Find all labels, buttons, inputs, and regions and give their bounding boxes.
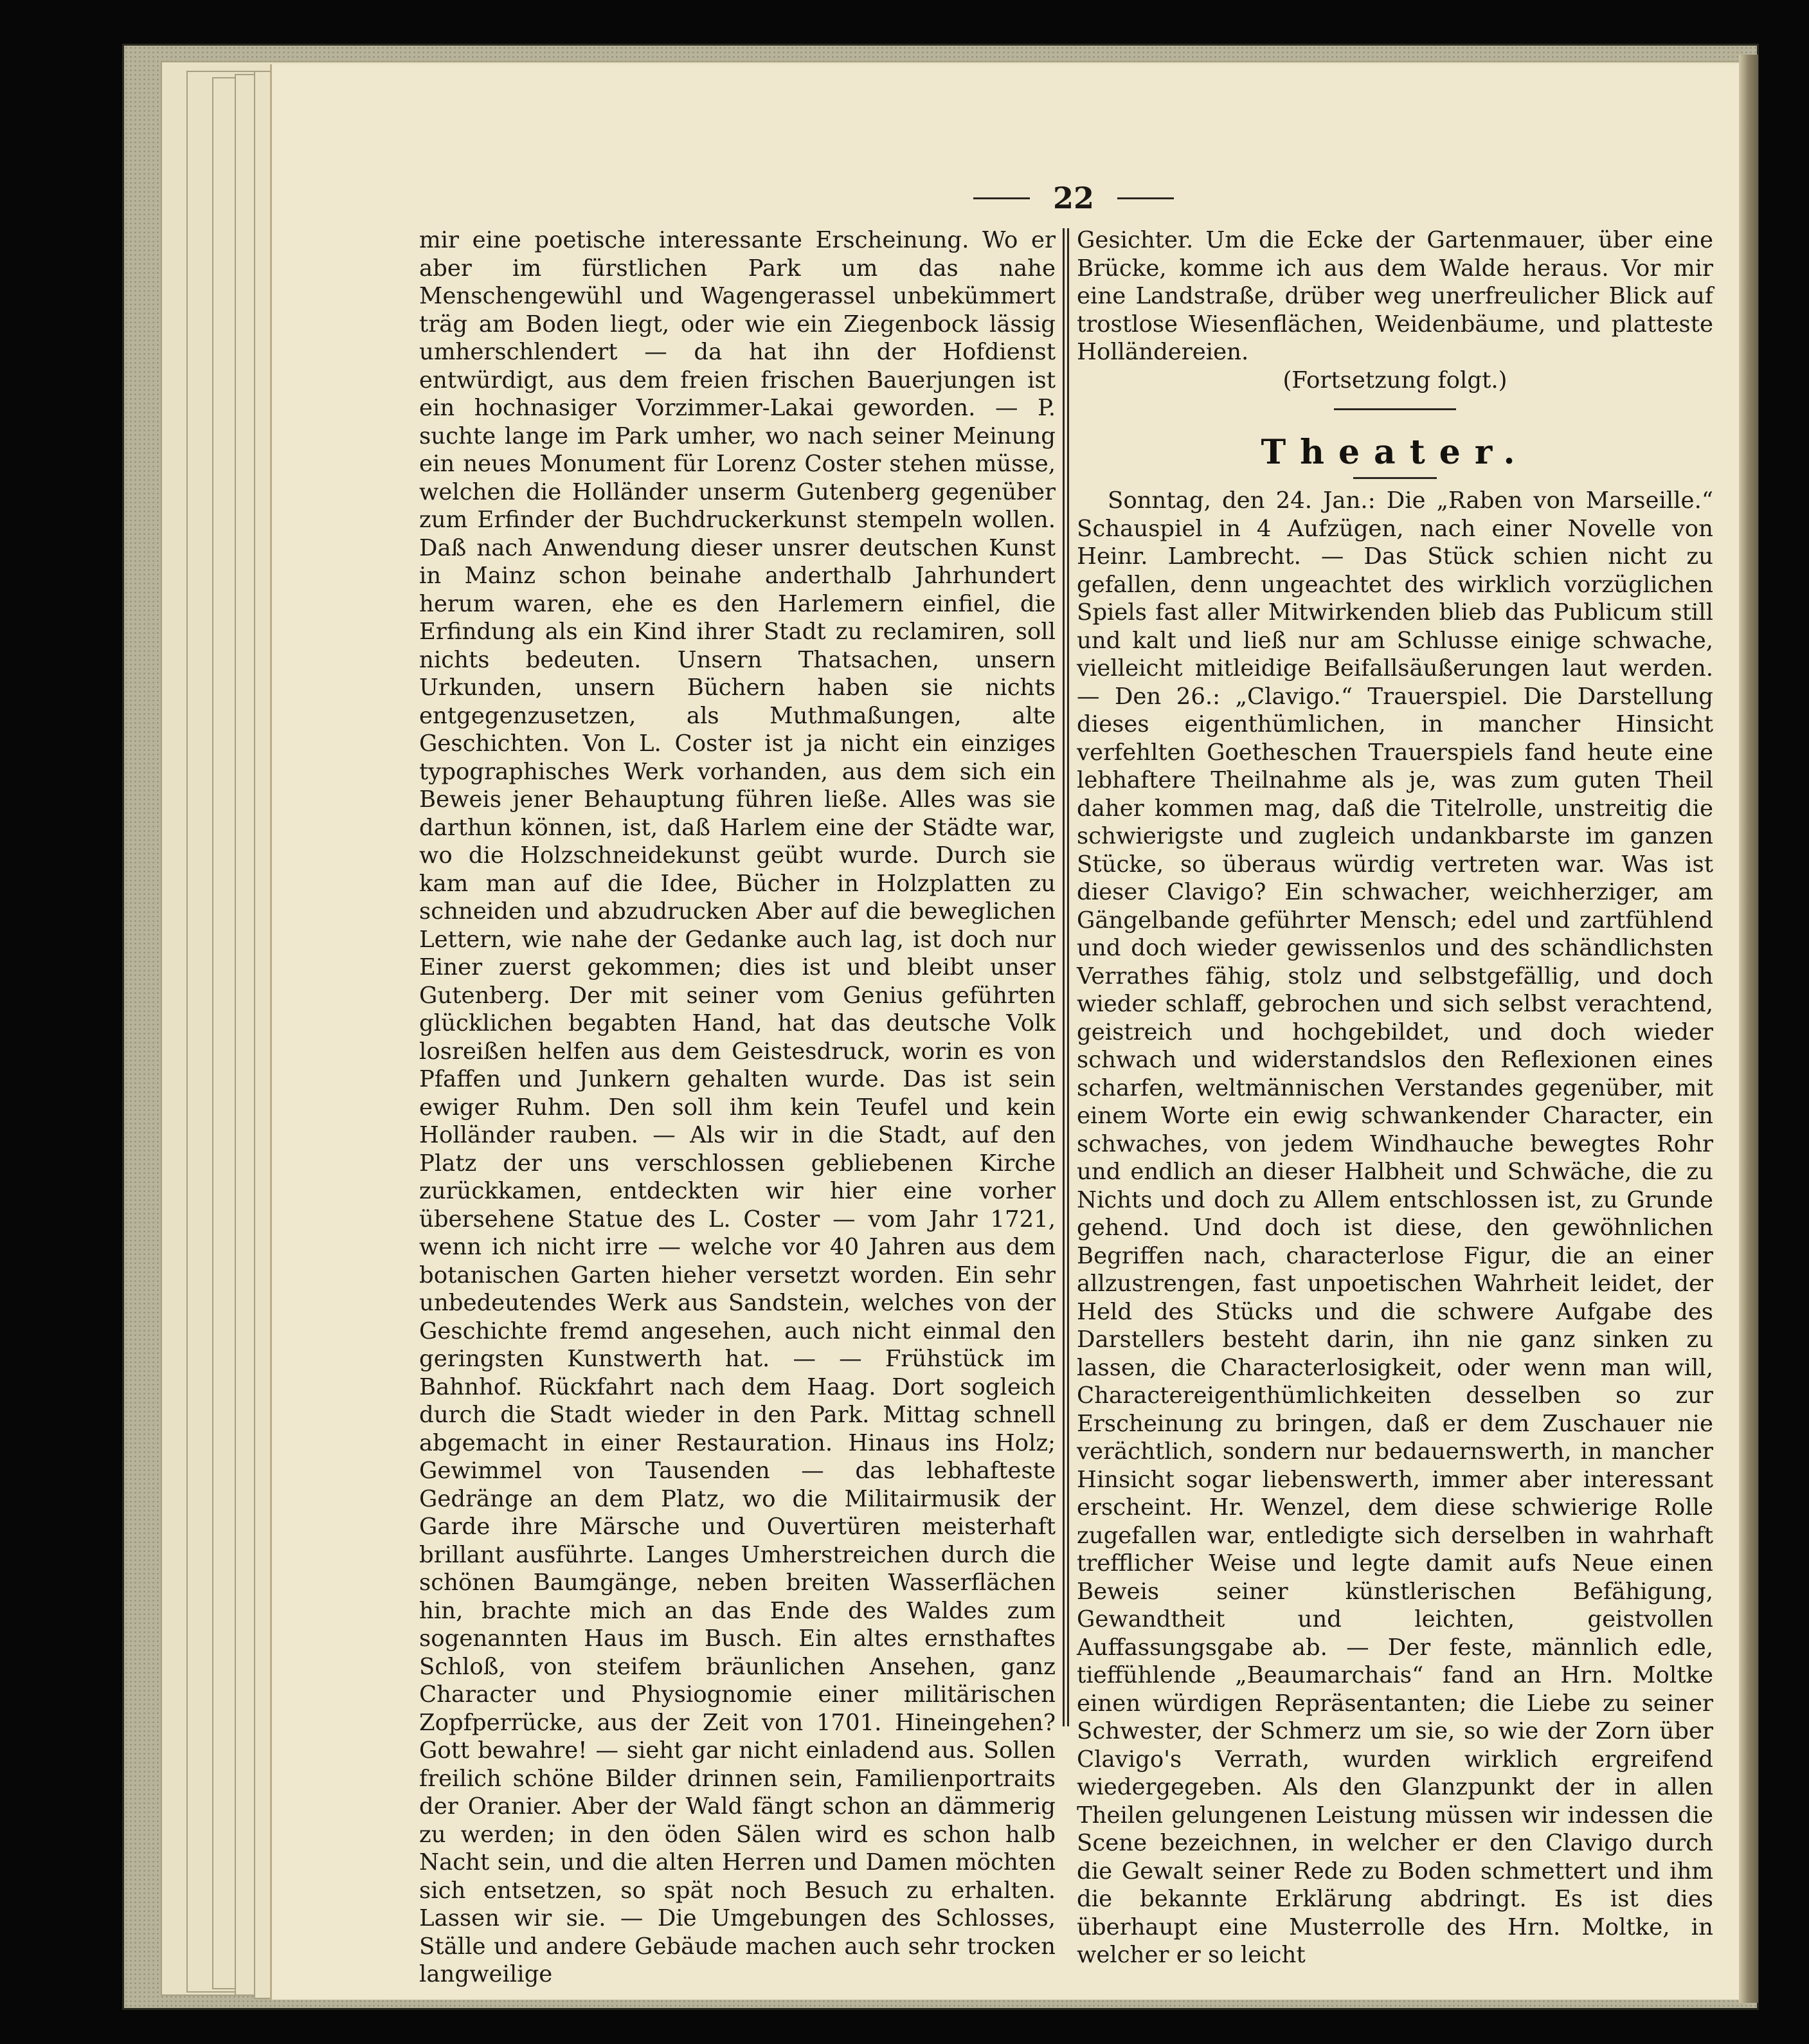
- header-rule-left: [973, 197, 1030, 199]
- page-header: [939, 179, 1209, 217]
- right-column: [1077, 226, 1713, 1968]
- continued-note: (Fortsetzung folgt.): [1282, 366, 1508, 393]
- theater-review-text: Sonntag, den 24. Jan.: Die „Raben von Marseille.“ Schauspiel in 4 Aufzügen, nach einer Novelle von Heinr. Lambrecht. — Das Stück schien nicht zu gefallen, denn ungeachtet des wirklich vorzüglichen Spiels fast aller Mitwirkenden blieb das Publicum still und kalt und ließ nur am Schlusse einige schwache, vielleicht mitleidige Beifallsäußerungen laut werden. — Den 26.: „Clavigo.“ Trauerspiel. Die Darstellung dieses eigenthümlichen, in mancher Hinsicht verfehlten Goetheschen Trauerspiels fand heute eine lebhaftere Theilnahme als je, was zum guten Theil daher kommen mag, daß die Titelrolle, unstreitig die schwierigste und zugleich undankbarste im ganzen Stücke, so überaus würdig vertreten war. Was ist dieser Clavigo? Ein schwacher, weichherziger, am Gängelbande geführter Mensch; edel und zartfühlend und doch wieder gewissenlos und des schändlichsten Verrathes fähig, stolz und selbstgefällig, und doch wieder schlaff, gebrochen und sich selbst verachtend, geistreich und hochgebildet, und doch wieder schwach und widerstandslos den Reflexionen eines scharfen, weltmännischen Verstandes gegenüber, mit einem Worte ein ewig schwankender Character, ein schwaches, von jedem Windhauche bewegtes Rohr und endlich an dieser Halbheit und Schwäche, die zu Nichts und doch zu Allem entschlossen ist, zu Grunde gehend. Und doch ist diese, den gewöhnlichen Begriffen nach, characterlose Figur, die an einer allzustrengen, fast unpoetischen Wahrheit leidet, der Held des Stücks und die schwere Aufgabe des Darstellers besteht darin, ihn nie ganz sinken zu lassen, die Characterlosigkeit, oder wenn man will, Charactereigenthümlichkeiten desselben so zur Erscheinung zu bringen, daß er dem Zuschauer nie verächtlich, sondern nur bedauernswerth, in mancher Hinsicht sogar liebenswerth, immer aber interessant erscheint. Hr. Wenzel, dem diese schwierige Rolle zugefallen war, entledigte sich derselben in wahrhaft trefflicher Weise und legte damit aufs Neue einen Beweis seiner künstlerischen Befähigung, Gewandtheit und leichten, geistvollen Auffassungsgabe ab. — Der feste, männlich edle, tieffühlende „Beaumarchais“ fand an Hrn. Moltke einen würdigen Repräsentanten; die Liebe zu seiner Schwester, der Schmerz um sie, so wie der Zorn über Clavigo's Verrath, wurden wirklich ergreifend wiedergegeben. Als den Glanzpunkt der in allen Theilen gelungenen Leistung müssen wir indessen die Scene bezeichnen, in welcher er den Clavigo durch die Gewalt seiner Rede zu Boden schmettert und ihm die bekannte Erklärung abdringt. Es ist dies überhaupt eine Musterrolle des Hrn. Moltke, in welcher er so leicht: [1077, 487, 1713, 1968]
- right-column-intro: Gesichter. Um die Ecke der Gartenmauer, über eine Brücke, komme ich aus dem Walde heraus. Vor mir eine Landstraße, drüber weg unerfreulicher Blick auf trostlose Wiesenflächen, Weidenbäume, und platteste Holländereien.: [1077, 227, 1713, 365]
- book-gutter: [1739, 55, 1758, 2003]
- section-separator: [1334, 408, 1456, 410]
- section-title: Theater.: [1261, 433, 1529, 472]
- column-divider: [1063, 228, 1069, 1726]
- header-rule-right: [1117, 197, 1174, 199]
- left-column-text: mir eine poetische interessante Erscheinung. Wo er aber im fürstlichen Park um das nahe Menschengewühl und Wagengerassel unbekümmert träg am Boden liegt, oder wie ein Ziegenbock lässig umherschlendert — da hat ihn der Hofdienst entwürdigt, aus dem freien frischen Bauerjungen ist ein hochnasiger Vorzimmer-Lakai geworden. — P. suchte lange im Park umher, wo nach seiner Meinung ein neues Monument für Lorenz Coster stehen müsse, welchen die Holländer unserm Gutenberg gegenüber zum Erfinder der Buchdruckerkunst stempeln wollen. Daß nach Anwendung dieser unsrer deutschen Kunst in Mainz schon beinahe anderthalb Jahrhundert herum waren, ehe es den Harlemern einfiel, die Erfindung als ein Kind ihrer Stadt zu reclamiren, soll nichts bedeuten. Unsern Thatsachen, unsern Urkunden, unsern Büchern haben sie nichts entgegenzusetzen, als Muthmaßungen, alte Geschichten. Von L. Coster ist ja nicht ein einziges typographisches Werk vorhanden, aus dem sich ein Beweis jener Behauptung führen ließe. Alles was sie darthun können, ist, daß Harlem eine der Städte war, wo die Holzschneidekunst geübt wurde. Durch sie kam man auf die Idee, Bücher in Holzplatten zu schneiden und abzudrucken Aber auf die beweglichen Lettern, wie nahe der Gedanke auch lag, ist doch nur Einer zuerst gekommen; dies ist und bleibt unser Gutenberg. Der mit seiner vom Genius geführten glücklichen begabten Hand, hat das deutsche Volk losreißen helfen aus dem Geistesdruck, worin es von Pfaffen und Junkern gehalten wurde. Das ist sein ewiger Ruhm. Den soll ihm kein Teufel und kein Holländer rauben. — Als wir in die Stadt, auf den Platz der uns verschlossen gebliebenen Kirche zurückkamen, entdeckten wir hier eine vorher übersehene Statue des L. Coster — vom Jahr 1721, wenn ich nicht irre — welche vor 40 Jahren aus dem botanischen Garten hieher versetzt worden. Ein sehr unbedeutendes Werk aus Sandstein, welches von der Geschichte fremd angesehen, auch nicht einmal den geringsten Kunstwerth hat. — — Frühstück im Bahnhof. Rückfahrt nach dem Haag. Dort sogleich durch die Stadt wieder in den Park. Mittag schnell abgemacht in einer Restauration. Hinaus ins Holz; Gewimmel von Tausenden — das lebhafteste Gedränge an dem Platz, wo die Militairmusik der Garde ihre Märsche und Ouvertüren meisterhaft brillant ausführte. Langes Umherstreichen durch die schönen Baumgänge, neben breiten Wasserflächen hin, brachte mich an das Ende des Waldes zum sogenannten Haus im Busch. Ein altes ernsthaftes Schloß, von steifem bräunlichen Ansehen, ganz Character und Physiognomie einer militärischen Zopfperrücke, aus der Zeit von 1701. Hineingehen? Gott bewahre! — sieht gar nicht einladend aus. Sollen freilich schöne Bilder drinnen sein, Familienportraits der Oranier. Aber der Wald fängt schon an dämmerig zu werden; in den öden Sälen wird es schon halb Nacht sein, und die alten Herren und Damen möchten sich entsetzen, so spät noch Besuch zu erhalten. Lassen wir sie. — Die Umgebungen des Schlosses, Ställe und andere Gebäude machen auch sehr trocken langweilige: [419, 227, 1056, 1987]
- left-column: [419, 226, 1056, 1987]
- page-number: 22: [1052, 181, 1094, 215]
- title-underline: [1353, 477, 1437, 479]
